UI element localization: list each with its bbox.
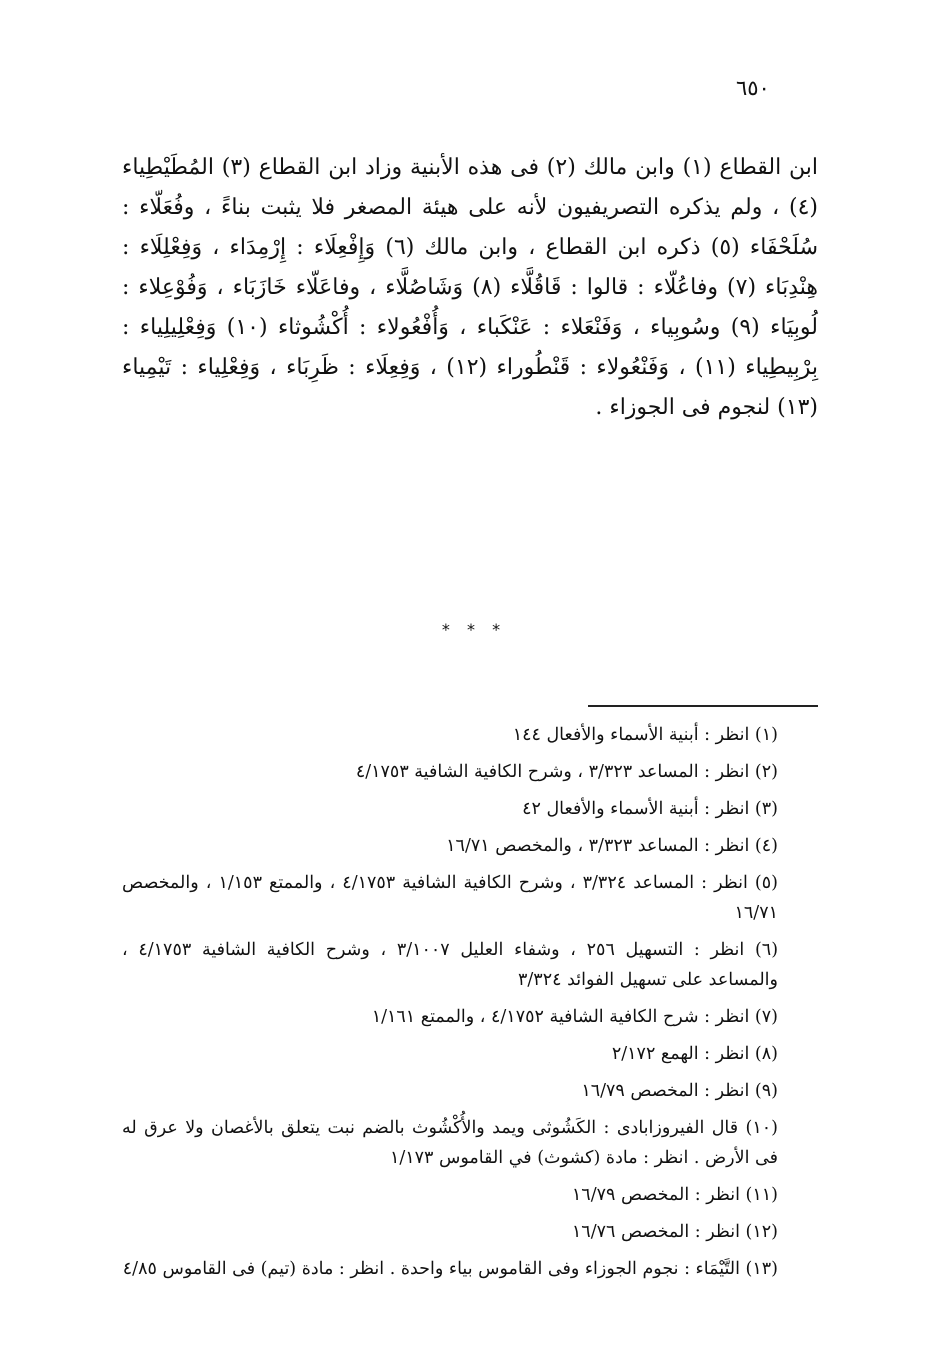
footnote-rule [588, 705, 818, 707]
footnote-9: (٩) انظر : المخصص ١٦/٧٩ [581, 1081, 778, 1101]
footnote-2: (٢) انظر : المساعد ٣/٣٢٣ ، وشرح الكافية الشافية ٤/١٧٥٣ [355, 762, 778, 782]
main-text [122, 148, 818, 428]
footnote-11: (١١) انظر : المخصص ١٦/٧٩ [571, 1185, 778, 1205]
footnote-6: (٦) انظر : التسهيل ٢٥٦ ، وشفاء العليل ٣/١٠٠٧ ، وشرح الكافية الشافية ٤/١٧٥٣ ، والمساعد على تسهيل الفوائد ٣/٣٢٤ [122, 940, 779, 990]
footnote-3: (٣) انظر : أبنية الأسماء والأفعال ٤٢ [522, 799, 778, 819]
footnote-10: (١٠) قال الفيروزابادى : الكَشُوثى ويمد والأُكْشُوث بالضم نبت يتعلق بالأغصان ولا عرق له فى الأرض . انظر : مادة (كشوث) في القاموس ١/١٧٣ [122, 1118, 778, 1168]
page-number: ٦٥٠ [736, 76, 770, 100]
footnote-7: (٧) انظر : شرح الكافية الشافية ٤/١٧٥٢ ، والممتع ١/١٦١ [371, 1007, 778, 1027]
footnote-1: (١) انظر : أبنية الأسماء والأفعال ١٤٤ [512, 725, 778, 745]
footnotes [122, 720, 818, 1291]
footnote-12: (١٢) انظر : المخصص ١٦/٧٦ [571, 1222, 778, 1242]
main-paragraph: ابن القطاع (١) وابن مالك (٢) فى هذه الأبنية وزاد ابن القطاع (٣) المُطَيْطِياء (٤) ، ولم يذكره التصريفيون لأنه على هيئة المصغر فلا يثبت بناءً ، وفُعَلّاء : سُلَحْفَاء (٥) ذكره ابن القطاع ، وابن مالك (٦) وَإِفْعِلَاء : إِرْمِدَاء ، وَفِعْلِلَاء : هِنْدِبَاء (٧) وفاعُلّاء : قالوا : قَاقُلَّاء (٨) وَشَاصُلَّاء ، وفاعَلّاء خَازَبَاء ، وَفُوْعِلاء : لُوبِيَاء (٩) وسُوبِياء ، وَفَنْعَلاء : عَنْكَباء ، وَأُفْعُولاء : أُكْشُوثاء (١٠) وَفِعْلِيلِياء : بِرْبِيطِياء (١١) ، وَفَنْعُولاء : قَنْطُوراء (١٢) ، وَفِعِلَاء : ظَرِبَاء ، وَفِعْلِياء : تَيْمِياء (١٣) لنجوم فى الجوزاء . [122, 155, 819, 420]
footnote-5: (٥) انظر : المساعد ٣/٣٢٤ ، وشرح الكافية الشافية ٤/١٧٥٣ ، والممتع ١/١٥٣ ، والمخصص ١٦/٧١ [122, 873, 778, 923]
section-separator: * * * [441, 620, 507, 639]
footnote-13: (١٣) التَّيْمَاء : نجوم الجوزاء وفى القاموس بياء واحدة . انظر : مادة (تيم) فى القاموس ٤/٨٥ [122, 1259, 778, 1279]
footnote-4: (٤) انظر : المساعد ٣/٣٢٣ ، والمخصص ١٦/٧١ [446, 836, 778, 856]
footnote-8: (٨) انظر : الهمع ٢/١٧٢ [611, 1044, 778, 1064]
